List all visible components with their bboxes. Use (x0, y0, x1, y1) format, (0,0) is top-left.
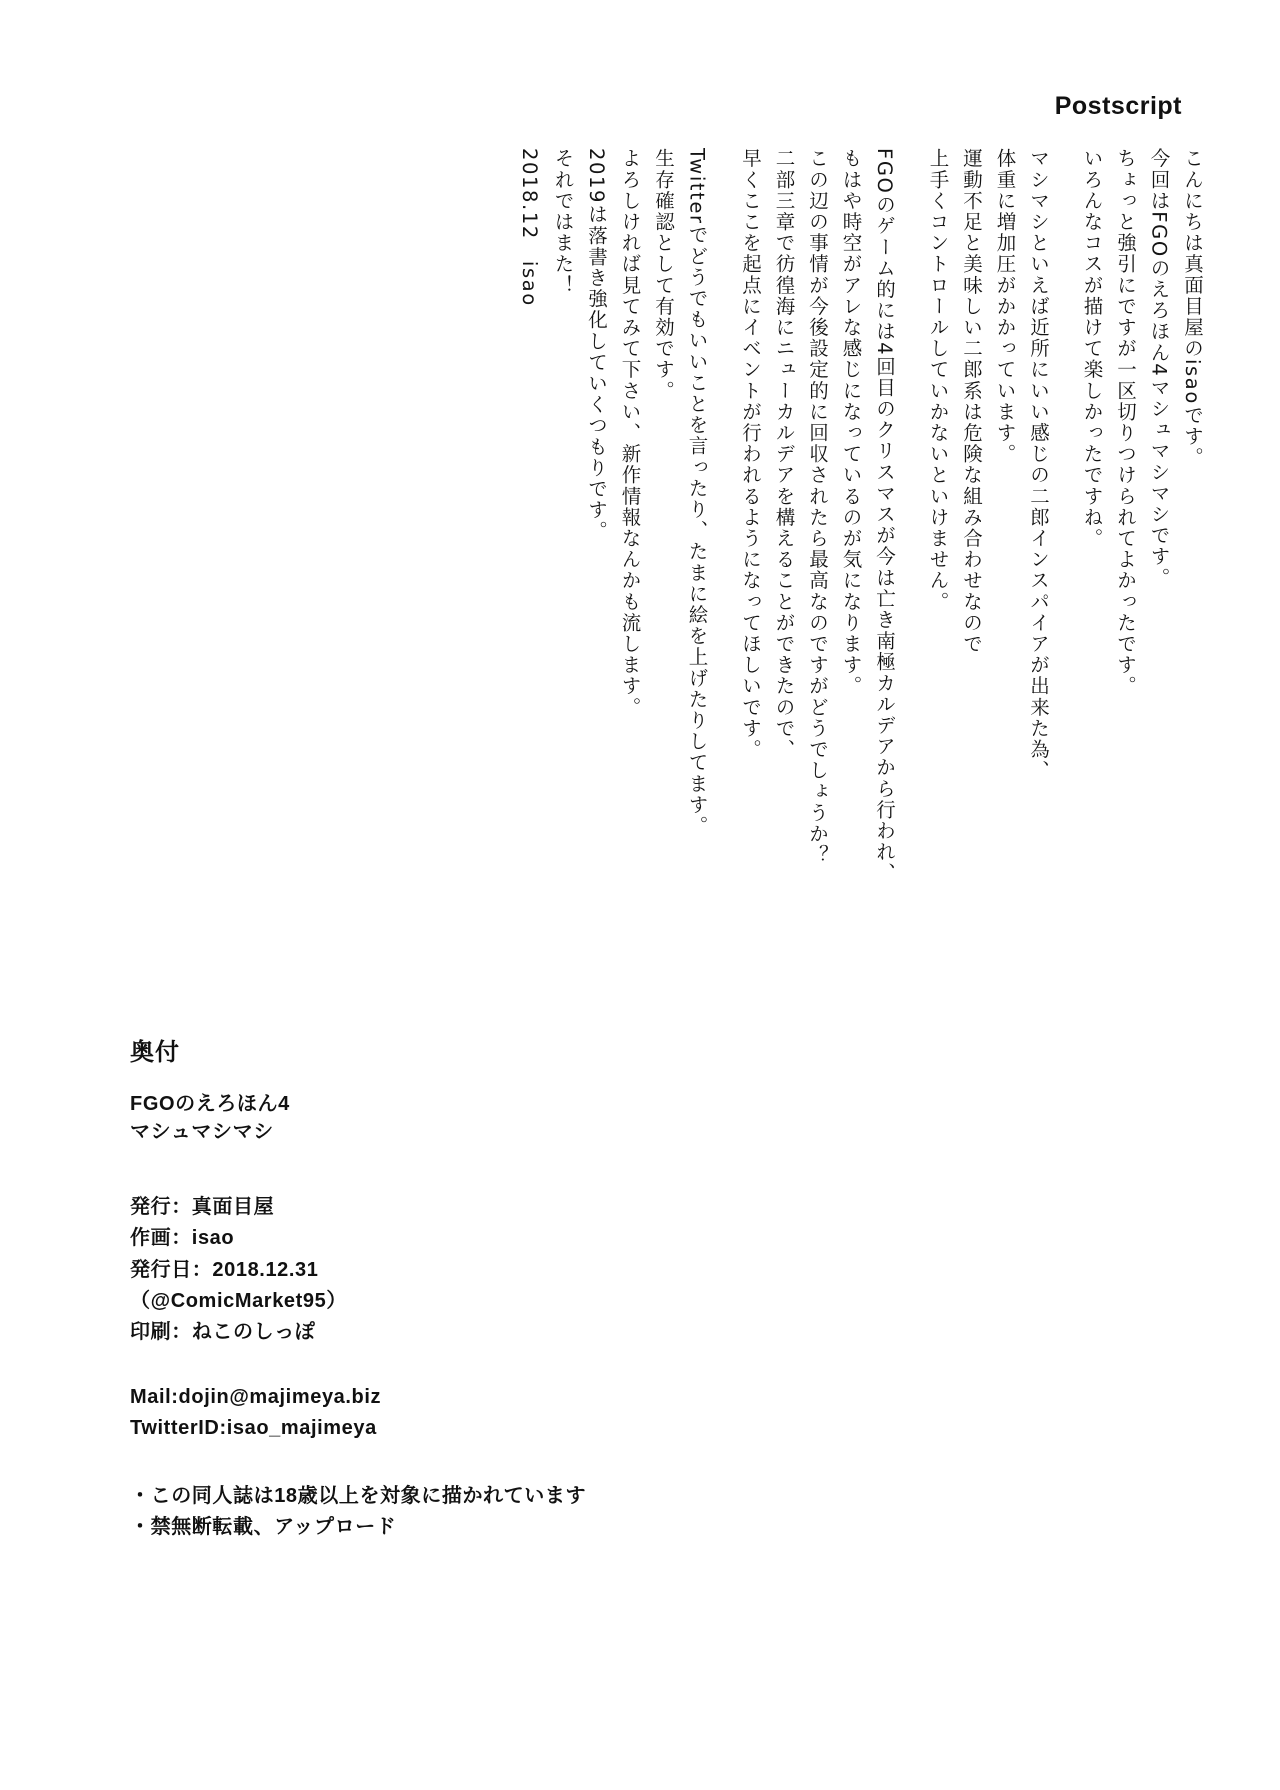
postscript-line: 2019は落書き強化していくつもりです。 (585, 148, 608, 542)
postscript-line: 運動不足と美味しい二郎系は危険な組み合わせなので (960, 148, 983, 655)
postscript-line: 2018.12 isao (518, 148, 541, 307)
postscript-line: いろんなコスが描けて楽しかったですね。 (1080, 148, 1104, 549)
work-title-line-1: FGOのえろほん4 (130, 1093, 290, 1115)
publisher-line: 発行：真面目屋 (130, 1196, 275, 1219)
colophon-contact (130, 1382, 830, 1444)
twitter-line[interactable]: TwitterID:isao_majimeya (130, 1417, 377, 1440)
postscript-line: FGOのゲーム的には4回目のクリスマスが今は亡き南極カルデアから行われ、 (873, 148, 896, 884)
postscript-line: Twitterでどうでもいいことを言ったり、たまに絵を上げたりしてます。 (685, 148, 709, 837)
colophon-heading: 奥付 (130, 1039, 180, 1066)
artist-line: 作画：isao (130, 1227, 235, 1250)
postscript-line: 早くここを起点にイベントが行われるようになってほしいです。 (739, 148, 762, 760)
reproduction-note: ・禁無断転載、アップロード (130, 1515, 397, 1538)
colophon-notes (130, 1481, 830, 1543)
event-line: （@ComicMarket95） (130, 1289, 347, 1312)
postscript-line: 体重に増加圧がかかっています。 (993, 148, 1017, 465)
age-restriction-note: ・この同人誌は18歳以上を対象に描かれています (130, 1484, 587, 1507)
postscript-line: もはや時空がアレな感じになっているのが気になります。 (839, 148, 863, 697)
postscript-line: この辺の事情が今後設定的に回収されたら最高なのですがどうでしょうか？ (806, 148, 829, 866)
postscript-heading: Postscript (1054, 92, 1182, 120)
postscript-line: 今回はFGOのえろほん4マシュマシマシです。 (1147, 148, 1171, 589)
postscript-line: こんにちは真面目屋のisaoです。 (1181, 148, 1204, 469)
postscript-line: 上手くコントロールしていかないといけません。 (926, 148, 950, 613)
postscript-line: 二部三章で彷徨海にニューカルデアを構えることができたので、 (772, 148, 796, 760)
colophon-work-title (130, 1091, 830, 1146)
colophon (130, 1032, 830, 1543)
postscript-line: 生存確認として有効です。 (652, 148, 675, 402)
postscript-text-block (506, 148, 1203, 938)
work-title-line-2: マシュマシマシ (130, 1120, 274, 1143)
mail-line[interactable]: Mail:dojin@majimeya.biz (130, 1386, 382, 1409)
colophon-credits (130, 1192, 830, 1348)
printer-line: 印刷：ねこのしっぽ (130, 1320, 316, 1343)
postscript-line: ちょっと強引にですが一区切りつけられてよかったです。 (1114, 148, 1137, 697)
postscript-line: よろしければ見てみて下さい、新作情報なんかも流します。 (618, 148, 642, 718)
postscript-line: それではまた！ (551, 148, 575, 296)
publish-date-line: 発行日：2018.12.31 (130, 1258, 319, 1281)
postscript-line: マシマシといえば近所にいい感じの二郎インスパイアが出来た為、 (1027, 148, 1050, 781)
